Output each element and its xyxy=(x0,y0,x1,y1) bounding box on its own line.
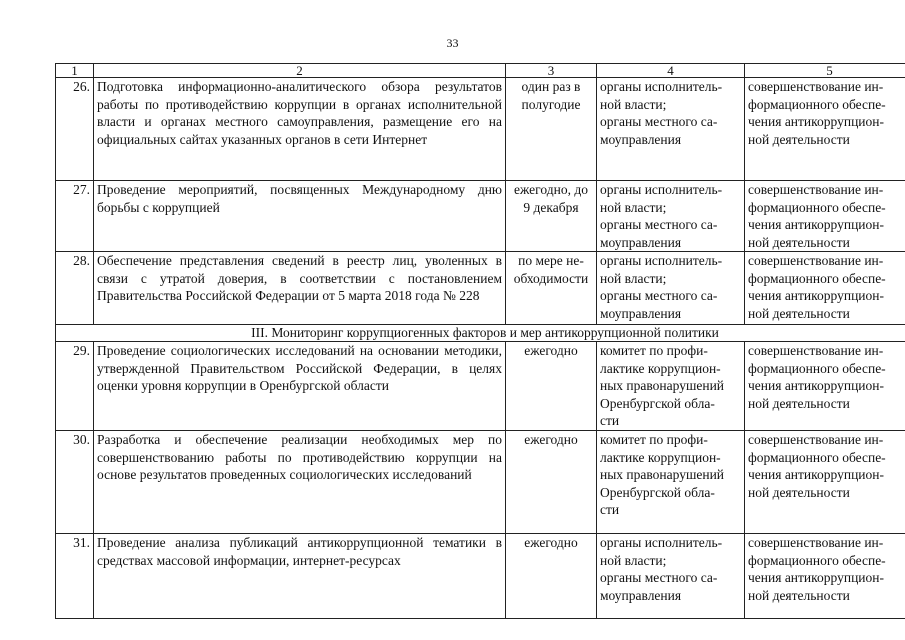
result-cell: совершенствование ин- формационного обеспе- чения антикоррупцион- ной деятельности xyxy=(745,78,905,181)
executors-cell: комитет по профи- лактике коррупцион- ных правонарушений Оренбургской обла- сти xyxy=(597,342,745,431)
section-heading: III. Мониторинг коррупциогенных факторов и мер антикоррупционной политики xyxy=(56,325,905,342)
measure-text: Обеспечение представления сведений в реестр лиц, уволенных в связи с утратой доверия, в соответствии с постановлением Правительства Российской Федерации от 5 марта 2018 года № 228 xyxy=(94,252,506,325)
section-heading-row xyxy=(56,325,905,342)
header-cell: 5 xyxy=(745,64,905,78)
table-row xyxy=(56,431,905,534)
period-cell: один раз в полугодие xyxy=(506,78,597,181)
executors-cell: органы исполнитель- ной власти; органы местного са- моуправления xyxy=(597,252,745,325)
table-row xyxy=(56,252,905,325)
period-cell: ежегодно xyxy=(506,431,597,534)
page-number: 33 xyxy=(446,36,459,50)
row-number: 30. xyxy=(56,431,94,534)
result-cell: совершенствование ин- формационного обеспе- чения антикоррупцион- ной деятельности xyxy=(745,181,905,252)
result-cell: совершенствование ин- формационного обеспе- чения антикоррупцион- ной деятельности xyxy=(745,431,905,534)
row-number: 31. xyxy=(56,534,94,619)
row-number: 29. xyxy=(56,342,94,431)
row-number: 27. xyxy=(56,181,94,252)
table-row xyxy=(56,342,905,431)
result-cell: совершенствование ин- формационного обеспе- чения антикоррупцион- ной деятельности xyxy=(745,342,905,431)
period-cell: по мере не- обходимости xyxy=(506,252,597,325)
row-number: 28. xyxy=(56,252,94,325)
measure-text: Проведение анализа публикаций антикоррупционной тематики в средствах массовой информации, интернет-ресурсах xyxy=(94,534,506,619)
header-cell: 2 xyxy=(94,64,506,78)
table-row xyxy=(56,78,905,181)
row-number: 26. xyxy=(56,78,94,181)
measure-text: Проведение социологических исследований на основании методики, утвержденной Правительством Российской Федерации, в целях оценки уровня коррупции в Оренбургской области xyxy=(94,342,506,431)
measure-text: Проведение мероприятий, посвященных Международному дню борьбы с коррупцией xyxy=(94,181,506,252)
header-cell: 1 xyxy=(56,64,94,78)
table-header-row xyxy=(56,64,905,78)
executors-cell: органы исполнитель- ной власти; органы местного са- моуправления xyxy=(597,78,745,181)
executors-cell: органы исполнитель- ной власти; органы местного са- моуправления xyxy=(597,534,745,619)
header-cell: 3 xyxy=(506,64,597,78)
measure-text: Подготовка информационно-аналитического обзора результатов работы по противодействию коррупции в органах исполнительной власти и органах местного самоуправления, размещение его на официальных сайтах указанных органов в сети Интернет xyxy=(94,78,506,181)
period-cell: ежегодно xyxy=(506,534,597,619)
table-row xyxy=(56,534,905,619)
period-cell: ежегодно xyxy=(506,342,597,431)
header-cell: 4 xyxy=(597,64,745,78)
result-cell: совершенствование ин- формационного обеспе- чения антикоррупцион- ной деятельности xyxy=(745,534,905,619)
measures-table xyxy=(55,63,905,619)
measure-text: Разработка и обеспечение реализации необходимых мер по совершенствованию работы по противодействию коррупции на основе результатов проведенных социологических исследований xyxy=(94,431,506,534)
table-row xyxy=(56,181,905,252)
period-cell: ежегодно, до 9 декабря xyxy=(506,181,597,252)
executors-cell: комитет по профи- лактике коррупцион- ных правонарушений Оренбургской обла- сти xyxy=(597,431,745,534)
result-cell: совершенствование ин- формационного обеспе- чения антикоррупцион- ной деятельности xyxy=(745,252,905,325)
executors-cell: органы исполнитель- ной власти; органы местного са- моуправления xyxy=(597,181,745,252)
